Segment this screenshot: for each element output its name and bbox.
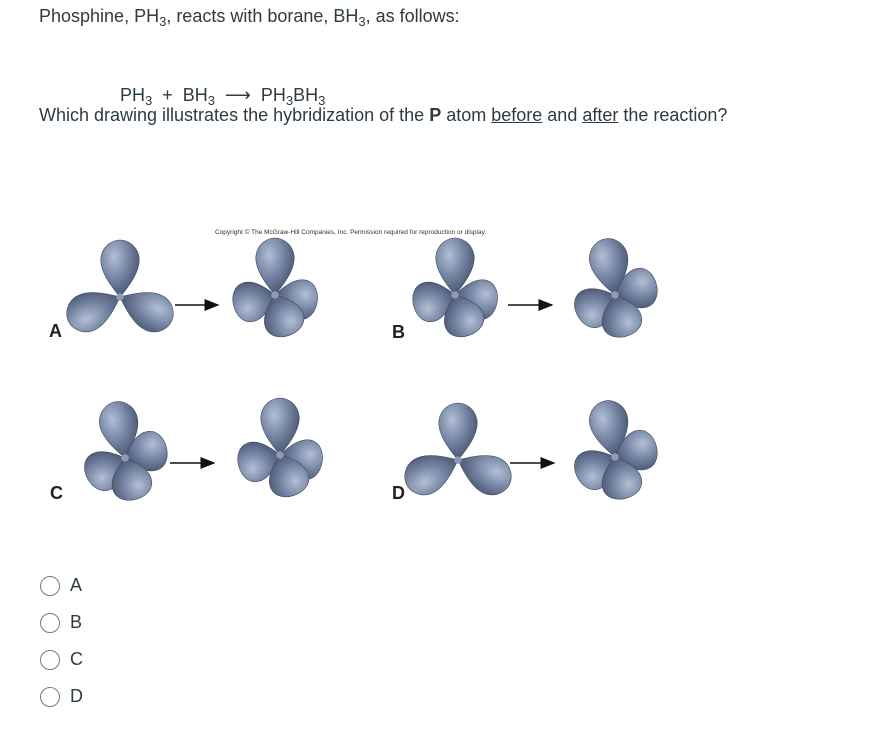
- hybridization-figure: [40, 225, 680, 515]
- option-label: D: [70, 686, 83, 706]
- radio-button[interactable]: [40, 613, 60, 633]
- drawing-a-after: [229, 238, 321, 342]
- option-b[interactable]: [40, 604, 83, 641]
- radio-button[interactable]: [40, 576, 60, 596]
- drawing-b-after: [568, 236, 662, 342]
- radio-button[interactable]: [40, 650, 60, 670]
- answer-options: [40, 567, 83, 715]
- radio-button[interactable]: [40, 687, 60, 707]
- figure-label-a: A: [49, 321, 62, 341]
- drawing-b-before: [409, 238, 501, 342]
- drawing-c-after: [234, 398, 326, 502]
- question-prompt: Which drawing illustrates the hybridization of the P atom before and after the reaction?: [39, 105, 728, 125]
- option-d[interactable]: [40, 678, 83, 715]
- drawing-c-before: [78, 399, 172, 505]
- option-label: A: [70, 575, 83, 595]
- orbital-drawings: [40, 225, 680, 515]
- option-label: B: [70, 612, 83, 632]
- figure-label-b: B: [392, 322, 405, 342]
- option-c[interactable]: [40, 641, 83, 678]
- drawing-a-before: [60, 240, 180, 338]
- option-label: C: [70, 649, 83, 669]
- drawing-d-before: [398, 403, 518, 501]
- option-a[interactable]: [40, 567, 83, 604]
- figure-label-c: C: [50, 483, 63, 503]
- copyright-notice: Copyright © The McGraw-Hill Companies, Inc. Permission required for reproduction or display.: [215, 229, 487, 236]
- figure-label-d: D: [392, 483, 405, 503]
- question-intro: Phosphine, $PH_3$, reacts with borane, $BH_3$, as follows:: [39, 6, 460, 29]
- drawing-d-after: [568, 398, 662, 504]
- reaction-equation: $PH_3 + BH_3$ ⟶ $PH_3BH_3$: [120, 85, 326, 108]
